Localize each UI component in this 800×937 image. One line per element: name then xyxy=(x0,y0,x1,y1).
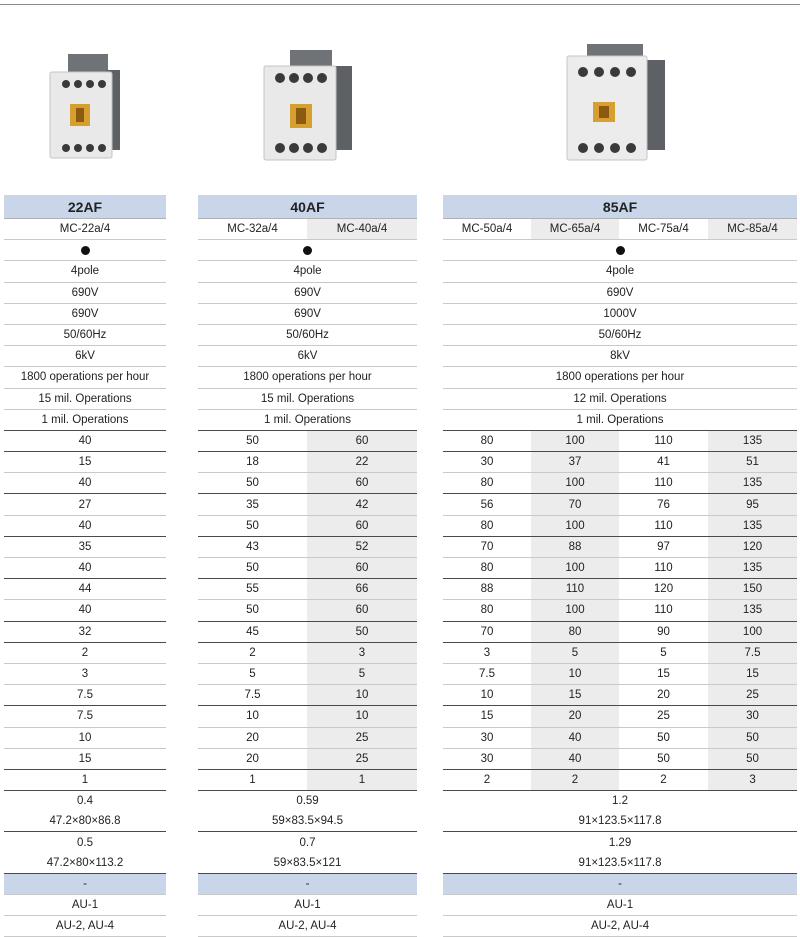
rating-value: 60 xyxy=(307,473,417,494)
model-name: MC-85a/4 xyxy=(708,219,797,240)
aux-1-row xyxy=(198,895,417,916)
rating-value: 44 xyxy=(4,579,166,600)
frame-header-row xyxy=(443,195,797,219)
blue-row xyxy=(4,873,166,894)
rating-row xyxy=(4,494,166,515)
rating-value: 5 xyxy=(307,663,417,684)
rating-row xyxy=(4,685,166,706)
aux-2-row xyxy=(198,916,417,937)
rated_voltage-row xyxy=(4,282,166,303)
rating-row xyxy=(4,558,166,579)
rating-value: 20 xyxy=(531,706,619,727)
rating-value: 10 xyxy=(198,706,307,727)
rating-value: 110 xyxy=(619,430,708,451)
rating-value: 10 xyxy=(307,706,417,727)
rating-value: 40 xyxy=(4,430,166,451)
rating-row xyxy=(443,769,797,790)
weight-1-row xyxy=(4,791,166,812)
rating-row xyxy=(4,536,166,557)
rating-value: 3 xyxy=(4,663,166,684)
dimensions-value: 91×123.5×117.8 xyxy=(443,811,797,832)
contactor-40af-photo xyxy=(262,48,358,164)
weight-1-row xyxy=(198,791,417,812)
aux-1-row xyxy=(443,895,797,916)
rating-value: 15 xyxy=(4,452,166,473)
rating-value: 42 xyxy=(307,494,417,515)
weight-value: 1.29 xyxy=(608,836,632,849)
weight-value: 0.5 xyxy=(77,836,93,849)
rating-row xyxy=(443,727,797,748)
rating-value: 37 xyxy=(531,452,619,473)
aux-2-row xyxy=(443,916,797,937)
impulse-voltage-value: 8kV xyxy=(443,346,797,367)
model-name: MC-40a/4 xyxy=(307,219,417,240)
empty-marker: - xyxy=(198,873,417,894)
rating-value: 32 xyxy=(4,621,166,642)
rating-value: 70 xyxy=(443,536,531,557)
rating-row xyxy=(443,452,797,473)
rating-value: 40 xyxy=(4,515,166,536)
rating-value: 50 xyxy=(198,600,307,621)
rating-row xyxy=(4,473,166,494)
rating-value: 110 xyxy=(619,515,708,536)
rating-value: 100 xyxy=(531,600,619,621)
model-name: MC-50a/4 xyxy=(443,219,531,240)
electrical-durability-value: 1 mil. Operations xyxy=(198,409,417,430)
rating-value: 20 xyxy=(198,748,307,769)
dims-2-row xyxy=(198,853,417,874)
rating-value: 110 xyxy=(619,558,708,579)
rating-value: 40 xyxy=(4,600,166,621)
rating-value: 70 xyxy=(531,494,619,515)
rating-row xyxy=(198,494,417,515)
rated-voltage-value: 690V xyxy=(198,282,417,303)
frequency-row xyxy=(198,324,417,345)
rating-value: 110 xyxy=(619,600,708,621)
impulse-voltage-value: 6kV xyxy=(4,346,166,367)
rating-value: 60 xyxy=(307,600,417,621)
frequency-value: 50/60Hz xyxy=(4,324,166,345)
aux-2-row xyxy=(4,916,166,937)
insulation_voltage-row xyxy=(443,303,797,324)
rating-row xyxy=(4,748,166,769)
rating-value: 18 xyxy=(198,452,307,473)
rating-row xyxy=(198,769,417,790)
availability-dot xyxy=(4,240,166,261)
dimensions-value: 59×83.5×121 xyxy=(198,853,417,874)
contactor-22af-photo xyxy=(48,52,130,164)
rating-value: 66 xyxy=(307,579,417,600)
rating-value: 2 xyxy=(4,642,166,663)
rating-value: 2 xyxy=(531,769,619,790)
rating-value: 50 xyxy=(708,727,797,748)
rating-value: 27 xyxy=(4,494,166,515)
rating-row xyxy=(4,769,166,790)
operating-frequency-value: 1800 operations per hour xyxy=(443,367,797,388)
rating-row xyxy=(198,579,417,600)
rating-value: 60 xyxy=(307,558,417,579)
filled-dot-icon xyxy=(616,246,625,255)
rating-value: 3 xyxy=(443,642,531,663)
rating-row xyxy=(443,473,797,494)
rating-value: 88 xyxy=(443,579,531,600)
rating-value: 10 xyxy=(531,663,619,684)
mechanical_durability-row xyxy=(4,388,166,409)
frequency-row xyxy=(4,324,166,345)
model-name: MC-22a/4 xyxy=(4,219,166,240)
rating-value: 15 xyxy=(531,685,619,706)
rating-value: 30 xyxy=(443,452,531,473)
weight-2-row xyxy=(443,832,797,853)
rating-value: 25 xyxy=(708,685,797,706)
empty-marker: - xyxy=(4,873,166,894)
rating-value: 80 xyxy=(531,621,619,642)
rating-value: 2 xyxy=(198,642,307,663)
rating-value: 40 xyxy=(531,727,619,748)
frame-size-header: 22AF xyxy=(4,195,166,219)
rating-value: 5 xyxy=(531,642,619,663)
spec-table-40af xyxy=(198,195,417,937)
aux-contact-value: AU-2, AU-4 xyxy=(198,916,417,937)
rating-value: 50 xyxy=(198,473,307,494)
insulation_voltage-row xyxy=(198,303,417,324)
aux-contact-value: AU-1 xyxy=(443,895,797,916)
top-rule xyxy=(0,4,800,5)
weight-value: 0.7 xyxy=(299,836,316,849)
contactor-85af-photo xyxy=(565,42,667,166)
rating-value: 15 xyxy=(4,748,166,769)
rating-value: 7.5 xyxy=(198,685,307,706)
rating-value: 50 xyxy=(619,748,708,769)
rating-row xyxy=(4,621,166,642)
rating-row xyxy=(198,473,417,494)
rating-value: 1 xyxy=(4,769,166,790)
rated-voltage-value: 690V xyxy=(4,282,166,303)
rating-row xyxy=(443,430,797,451)
rating-value: 2 xyxy=(619,769,708,790)
rating-row xyxy=(198,558,417,579)
mechanical-durability-value: 15 mil. Operations xyxy=(198,388,417,409)
dimensions-value: 47.2×80×86.8 xyxy=(4,811,166,832)
rated_voltage-row xyxy=(443,282,797,303)
rating-value: 110 xyxy=(619,473,708,494)
rating-value: 110 xyxy=(531,579,619,600)
operating_frequency-row xyxy=(198,367,417,388)
rating-value: 5 xyxy=(619,642,708,663)
rating-value: 80 xyxy=(443,515,531,536)
rating-row xyxy=(198,536,417,557)
rating-value: 50 xyxy=(198,558,307,579)
availability-dot xyxy=(198,240,417,261)
weight-2-row xyxy=(198,832,417,853)
rating-value: 22 xyxy=(307,452,417,473)
rating-value: 25 xyxy=(307,727,417,748)
dims-2-row xyxy=(4,853,166,874)
rating-value: 30 xyxy=(443,727,531,748)
aux-1-row xyxy=(4,895,166,916)
rating-value: 100 xyxy=(531,430,619,451)
rating-value: 100 xyxy=(708,621,797,642)
filled-dot-icon xyxy=(303,246,312,255)
dims-1-row xyxy=(198,811,417,832)
rating-value: 80 xyxy=(443,473,531,494)
spec-table-22af xyxy=(4,195,166,937)
model-row xyxy=(443,219,797,240)
rating-value: 50 xyxy=(198,515,307,536)
frame-header-row xyxy=(198,195,417,219)
model-name: MC-32a/4 xyxy=(198,219,307,240)
rating-value: 50 xyxy=(307,621,417,642)
model-row xyxy=(198,219,417,240)
rated-voltage-value: 690V xyxy=(443,282,797,303)
rating-row xyxy=(443,621,797,642)
rated_voltage-row xyxy=(198,282,417,303)
impulse-voltage-value: 6kV xyxy=(198,346,417,367)
frequency-row xyxy=(443,324,797,345)
poles-row xyxy=(4,261,166,282)
rating-value: 135 xyxy=(708,473,797,494)
rating-row xyxy=(4,600,166,621)
rating-value: 76 xyxy=(619,494,708,515)
rating-value: 45 xyxy=(198,621,307,642)
rating-value: 120 xyxy=(708,536,797,557)
poles-value: 4pole xyxy=(198,261,417,282)
weight-value: 0.59 xyxy=(296,795,319,808)
rating-value: 97 xyxy=(619,536,708,557)
rating-value: 40 xyxy=(4,473,166,494)
operating-frequency-value: 1800 operations per hour xyxy=(198,367,417,388)
rating-value: 7.5 xyxy=(443,663,531,684)
rating-value: 56 xyxy=(443,494,531,515)
model-name: MC-75a/4 xyxy=(619,219,708,240)
rating-row xyxy=(4,452,166,473)
rating-value: 95 xyxy=(708,494,797,515)
rating-row xyxy=(198,642,417,663)
rating-row xyxy=(443,706,797,727)
rating-value: 1 xyxy=(198,769,307,790)
impulse_voltage-row xyxy=(198,346,417,367)
blue-row xyxy=(443,873,797,894)
rating-value: 80 xyxy=(443,558,531,579)
impulse_voltage-row xyxy=(443,346,797,367)
rating-value: 120 xyxy=(619,579,708,600)
rating-value: 35 xyxy=(198,494,307,515)
blue-row xyxy=(198,873,417,894)
rating-value: 135 xyxy=(708,558,797,579)
rating-value: 1 xyxy=(307,769,417,790)
rating-row xyxy=(443,600,797,621)
rating-value: 30 xyxy=(708,706,797,727)
mark-row xyxy=(443,240,797,261)
dims-2-row xyxy=(443,853,797,874)
rating-value: 3 xyxy=(307,642,417,663)
rating-row xyxy=(198,748,417,769)
rating-row xyxy=(4,642,166,663)
frequency-value: 50/60Hz xyxy=(443,324,797,345)
aux-contact-value: AU-2, AU-4 xyxy=(4,916,166,937)
rating-value: 100 xyxy=(531,473,619,494)
spec-table-85af xyxy=(443,195,797,937)
mechanical_durability-row xyxy=(198,388,417,409)
mark-row xyxy=(198,240,417,261)
rating-value: 7.5 xyxy=(4,706,166,727)
rating-row xyxy=(4,727,166,748)
rating-row xyxy=(198,663,417,684)
frame-size-header: 85AF xyxy=(443,195,797,219)
rating-value: 135 xyxy=(708,515,797,536)
rating-value: 80 xyxy=(443,600,531,621)
rating-value: 70 xyxy=(443,621,531,642)
mechanical-durability-value: 12 mil. Operations xyxy=(443,388,797,409)
rating-value: 150 xyxy=(708,579,797,600)
weight-2-row xyxy=(4,832,166,853)
rating-row xyxy=(4,515,166,536)
weight-value: 0.4 xyxy=(77,795,93,808)
rating-value: 88 xyxy=(531,536,619,557)
rating-value: 10 xyxy=(307,685,417,706)
rating-value: 43 xyxy=(198,536,307,557)
rating-value: 100 xyxy=(531,515,619,536)
rating-value: 50 xyxy=(708,748,797,769)
mechanical_durability-row xyxy=(443,388,797,409)
electrical-durability-value: 1 mil. Operations xyxy=(4,409,166,430)
rating-row xyxy=(198,706,417,727)
rating-value: 10 xyxy=(443,685,531,706)
rating-row xyxy=(443,515,797,536)
rating-value: 135 xyxy=(708,600,797,621)
rating-row xyxy=(198,727,417,748)
model-name: MC-65a/4 xyxy=(531,219,619,240)
rating-value: 50 xyxy=(198,430,307,451)
insulation-voltage-value: 690V xyxy=(4,303,166,324)
rating-row xyxy=(4,663,166,684)
weight-1-row xyxy=(443,791,797,812)
poles-value: 4pole xyxy=(443,261,797,282)
rating-value: 25 xyxy=(307,748,417,769)
rating-value: 60 xyxy=(307,515,417,536)
mark-row xyxy=(4,240,166,261)
filled-dot-icon xyxy=(81,246,90,255)
rating-value: 80 xyxy=(443,430,531,451)
aux-contact-value: AU-2, AU-4 xyxy=(443,916,797,937)
operating_frequency-row xyxy=(443,367,797,388)
operating-frequency-value: 1800 operations per hour xyxy=(4,367,166,388)
rating-value: 40 xyxy=(4,558,166,579)
mechanical-durability-value: 15 mil. Operations xyxy=(4,388,166,409)
rating-value: 3 xyxy=(708,769,797,790)
rating-row xyxy=(443,536,797,557)
rating-value: 52 xyxy=(307,536,417,557)
aux-contact-value: AU-1 xyxy=(4,895,166,916)
rating-row xyxy=(4,430,166,451)
rating-value: 20 xyxy=(619,685,708,706)
poles-value: 4pole xyxy=(4,261,166,282)
model-row xyxy=(4,219,166,240)
rating-row xyxy=(198,430,417,451)
operating_frequency-row xyxy=(4,367,166,388)
rating-row xyxy=(198,452,417,473)
impulse_voltage-row xyxy=(4,346,166,367)
dims-1-row xyxy=(443,811,797,832)
rating-value: 100 xyxy=(531,558,619,579)
rating-row xyxy=(4,706,166,727)
rating-row xyxy=(198,685,417,706)
aux-contact-value: AU-1 xyxy=(198,895,417,916)
rating-row xyxy=(198,621,417,642)
rating-row xyxy=(4,579,166,600)
dimensions-value: 47.2×80×113.2 xyxy=(4,853,166,874)
rating-value: 55 xyxy=(198,579,307,600)
rating-value: 135 xyxy=(708,430,797,451)
frame-size-header: 40AF xyxy=(198,195,417,219)
rating-row xyxy=(443,748,797,769)
electrical-durability-row xyxy=(443,409,797,430)
electrical-durability-value: 1 mil. Operations xyxy=(443,409,797,430)
rating-row xyxy=(443,579,797,600)
rating-row xyxy=(443,558,797,579)
insulation_voltage-row xyxy=(4,303,166,324)
rating-value: 7.5 xyxy=(708,642,797,663)
rating-value: 20 xyxy=(198,727,307,748)
rating-value: 35 xyxy=(4,536,166,557)
rating-value: 10 xyxy=(4,727,166,748)
rating-value: 51 xyxy=(708,452,797,473)
poles-row xyxy=(198,261,417,282)
poles-row xyxy=(443,261,797,282)
rating-value: 30 xyxy=(443,748,531,769)
electrical-durability-row xyxy=(198,409,417,430)
availability-dot xyxy=(443,240,797,261)
rating-value: 90 xyxy=(619,621,708,642)
frequency-value: 50/60Hz xyxy=(198,324,417,345)
rating-row xyxy=(443,494,797,515)
rating-value: 15 xyxy=(619,663,708,684)
rating-value: 2 xyxy=(443,769,531,790)
dimensions-value: 91×123.5×117.8 xyxy=(443,853,797,874)
rating-row xyxy=(198,515,417,536)
frame-header-row xyxy=(4,195,166,219)
rating-row xyxy=(198,600,417,621)
rating-value: 15 xyxy=(443,706,531,727)
rating-row xyxy=(443,642,797,663)
rating-value: 5 xyxy=(198,663,307,684)
dims-1-row xyxy=(4,811,166,832)
rating-row xyxy=(443,685,797,706)
weight-value: 1.2 xyxy=(612,795,629,808)
rating-value: 7.5 xyxy=(4,685,166,706)
rating-value: 41 xyxy=(619,452,708,473)
rating-value: 40 xyxy=(531,748,619,769)
empty-marker: - xyxy=(443,873,797,894)
rating-value: 15 xyxy=(708,663,797,684)
dimensions-value: 59×83.5×94.5 xyxy=(198,811,417,832)
rating-row xyxy=(443,663,797,684)
insulation-voltage-value: 1000V xyxy=(443,303,797,324)
rating-value: 25 xyxy=(619,706,708,727)
electrical-durability-row xyxy=(4,409,166,430)
rating-value: 50 xyxy=(619,727,708,748)
insulation-voltage-value: 690V xyxy=(198,303,417,324)
rating-value: 60 xyxy=(307,430,417,451)
